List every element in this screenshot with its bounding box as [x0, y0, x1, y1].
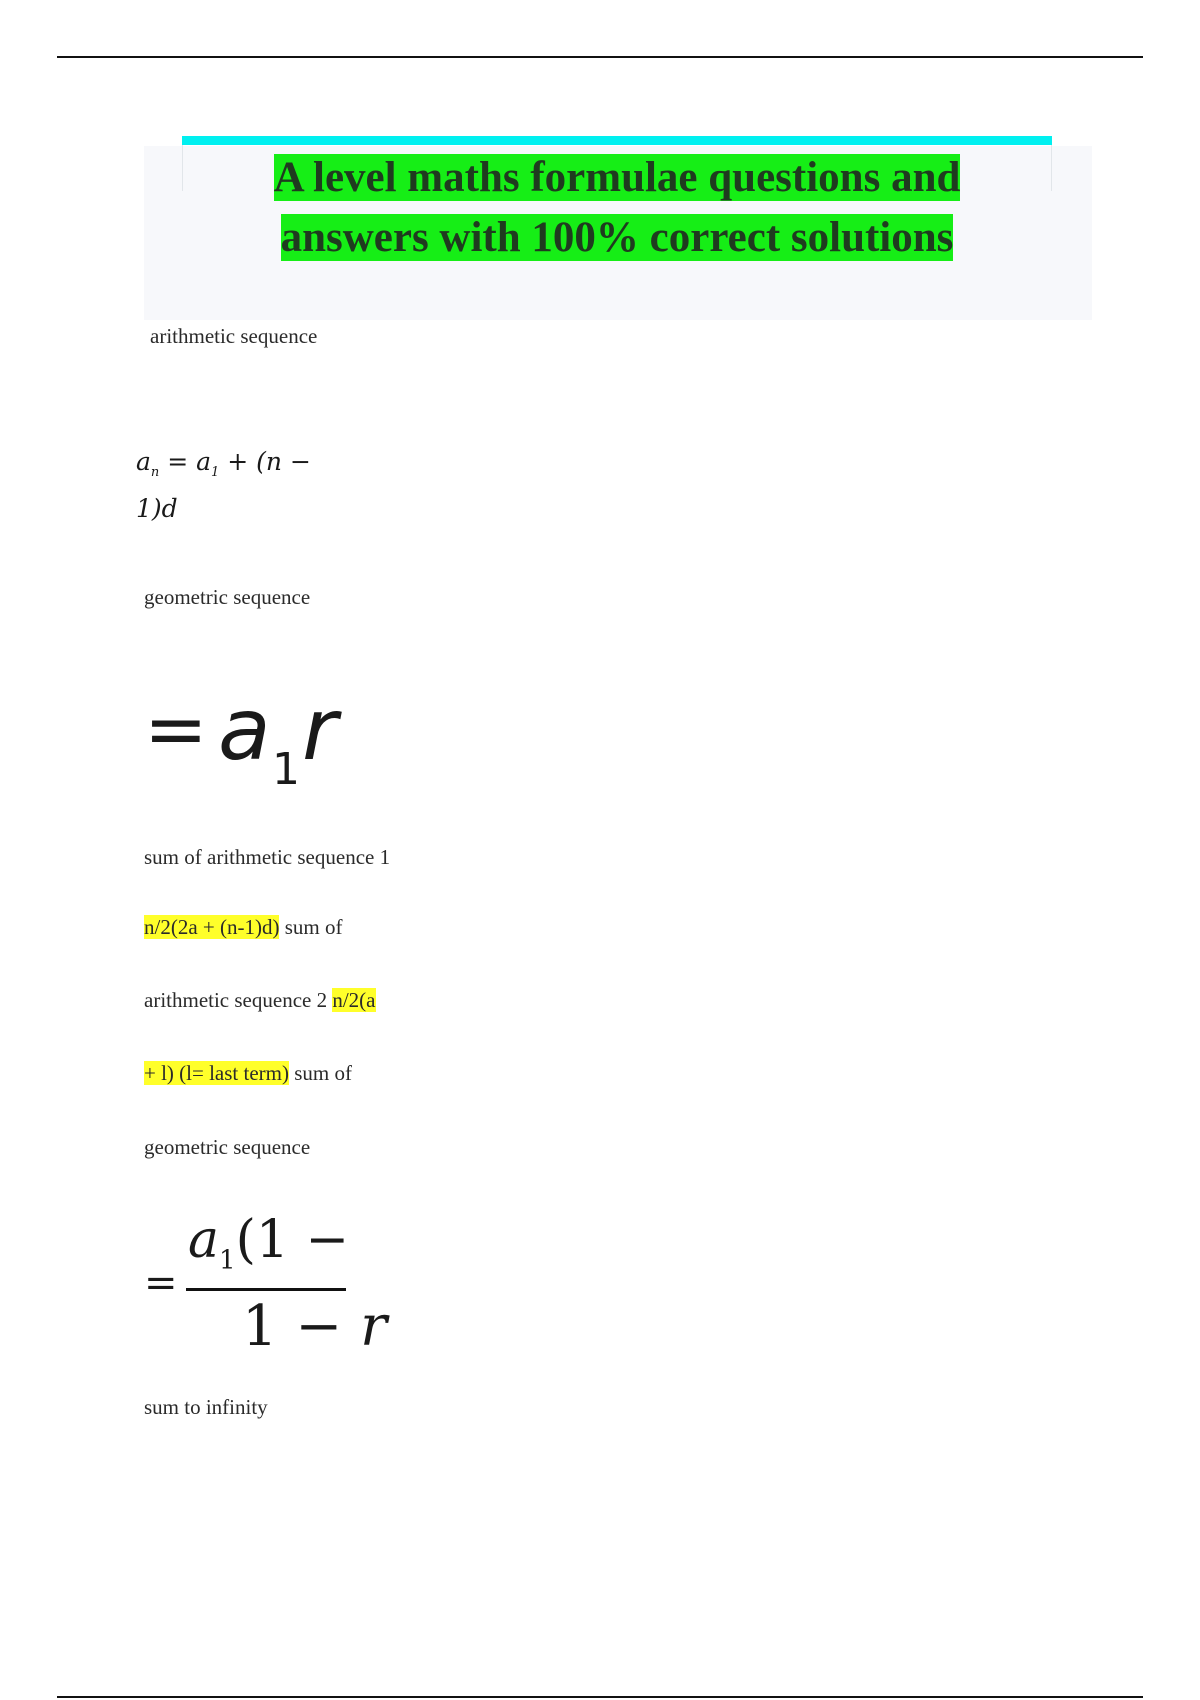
text-sum-of-2: sum of — [294, 1061, 352, 1085]
label-arithmetic-sequence: arithmetic sequence — [150, 324, 318, 348]
title-line-1: A level maths formulae questions and — [273, 154, 961, 201]
label-sum-arithmetic-1: sum of arithmetic sequence 1 — [144, 845, 391, 869]
label-geometric-sequence: geometric sequence — [144, 585, 311, 609]
footer-rule — [57, 1696, 1143, 1698]
label-sum-to-infinity: sum to infinity — [144, 1395, 268, 1419]
formula-arithmetic-sequence: $a_n = a_1 + (n - 1)d$ — [136, 447, 311, 523]
text-sum-of: sum of — [284, 915, 343, 939]
header-rule — [57, 56, 1143, 58]
label-sum-geometric: geometric sequence — [144, 1135, 311, 1159]
formula-sum-arithmetic-2-part2: + l) (l= last term) — [144, 1061, 289, 1085]
label-sum-arithmetic-2: arithmetic sequence 2 — [144, 988, 328, 1012]
title-line-2: answers with 100% correct solutions — [280, 214, 954, 261]
formula-geometric-sequence: = a 1 r — [144, 680, 338, 795]
formula-sum-geometric: = $a_1(1$ − 1 − r — [144, 1210, 387, 1359]
formula-sum-arithmetic-1: n/2(2a + (n-1)d) — [144, 915, 280, 939]
line-sum-arithmetic-1-formula — [144, 913, 342, 941]
line-sum-arithmetic-2-formula — [144, 1059, 352, 1087]
page-title — [182, 148, 1052, 268]
title-accent-bar — [182, 136, 1052, 145]
line-sum-arithmetic-2 — [144, 986, 376, 1014]
formula-sum-arithmetic-2-part1: n/2(a — [332, 988, 376, 1012]
